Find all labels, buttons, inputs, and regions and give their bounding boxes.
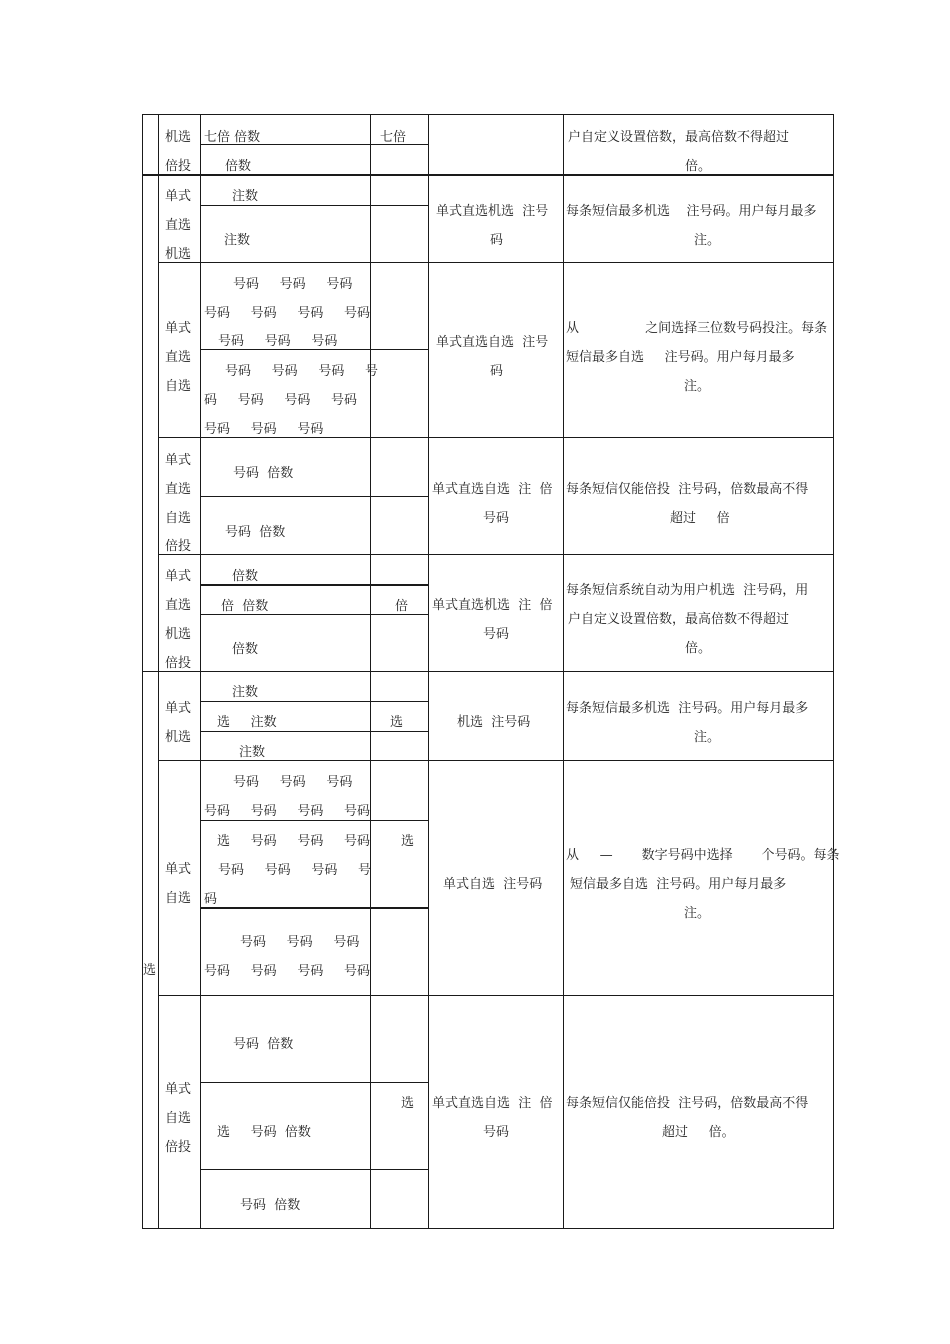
category-label: 直选 [165, 482, 192, 497]
description-line: 每条短信系统自动为用户机选 注号码，用 [566, 583, 809, 598]
sub-divider [200, 1169, 429, 1170]
format-line: 号码 倍数 [225, 525, 286, 540]
sms-command-line: 单式自选 注号码 [443, 877, 543, 892]
format-prefix: 七倍 [380, 130, 407, 145]
format-line: 号码 号码 号码 号码 [204, 964, 370, 979]
format-line: 号码 号码 号码 号 [218, 863, 371, 878]
category-label: 倍投 [165, 159, 192, 174]
format-line: 注数 [232, 189, 259, 204]
description-line: 短信最多自选 注号码。用户每月最多 [566, 350, 795, 365]
format-line: 号码 号码 号码 [233, 775, 353, 790]
format-line: 号码 倍数 [240, 1198, 301, 1213]
format-line: 号码 号码 号码 [240, 935, 360, 950]
category-label: 倍投 [165, 656, 192, 671]
description-line: 注。 [694, 730, 721, 745]
format-line: 倍 倍数 [221, 599, 269, 614]
category-label: 机选 [165, 130, 192, 145]
row-divider [158, 554, 834, 555]
category-label: 直选 [165, 598, 192, 613]
description-line: 户自定义设置倍数，最高倍数不得超过 [568, 130, 790, 145]
sms-command-line: 单式直选自选 注号 [436, 335, 549, 350]
sms-command-line: 号码 [483, 511, 510, 526]
sms-command-line: 码 [490, 364, 504, 379]
format-line: 倍数 [225, 159, 252, 174]
format-line: 号码 号码 号码 号 [225, 364, 378, 379]
sms-command-line: 码 [490, 233, 504, 248]
sub-divider [200, 907, 429, 909]
format-line: 注数 [239, 745, 266, 760]
description-line: 从 — 数字号码中选择 个号码。每条 [566, 848, 840, 863]
category-label: 单式 [165, 453, 192, 468]
format-line: 注数 [232, 685, 259, 700]
format-line: 倍数 [232, 569, 259, 584]
format-line: 号码 倍数 [233, 466, 294, 481]
format-line: 七倍 倍数 [204, 130, 261, 145]
sms-command-line: 号码 [483, 627, 510, 642]
description-line: 每条短信最多机选 注号码。用户每月最多 [566, 204, 817, 219]
format-line: 选 注数 [217, 715, 277, 730]
table-border-top [142, 114, 834, 115]
side-group-label: 选 [143, 963, 157, 978]
description-line: 倍。 [685, 159, 712, 174]
description-line: 超过 倍。 [662, 1125, 735, 1140]
category-label: 单式 [165, 189, 192, 204]
format-prefix: 选 [401, 834, 415, 849]
format-line: 号码 号码 号码 [204, 422, 324, 437]
category-label: 自选 [165, 379, 192, 394]
description-line: 短信最多自选 注号码。用户每月最多 [570, 877, 787, 892]
format-line: 号码 号码 号码 号码 [204, 804, 370, 819]
row-divider [158, 995, 834, 996]
table-border-bottom [142, 1228, 834, 1229]
category-label: 倍投 [165, 539, 192, 554]
format-line: 号码 号码 号码 号码 [204, 306, 370, 321]
category-label: 单式 [165, 1082, 192, 1097]
description-line: 每条短信仅能倍投 注号码，倍数最高不得 [566, 1096, 809, 1111]
description-line: 倍。 [685, 641, 712, 656]
category-label: 自选 [165, 511, 192, 526]
format-line: 码 号码 号码 号码 [204, 393, 357, 408]
format-line: 倍数 [232, 642, 259, 657]
category-label: 自选 [165, 1111, 192, 1126]
sms-command-line: 单式直选自选 注 倍 [432, 1096, 553, 1111]
sms-command-line: 单式直选自选 注 倍 [432, 482, 553, 497]
sms-command-line: 单式直选机选 注 倍 [432, 598, 553, 613]
format-line: 号码 号码 号码 [233, 277, 353, 292]
format-line: 码 [204, 892, 218, 907]
category-label: 自选 [165, 891, 192, 906]
row-divider [158, 262, 834, 263]
sms-command-line: 机选 注号码 [457, 715, 531, 730]
category-label: 单式 [165, 701, 192, 716]
category-label: 机选 [165, 247, 192, 262]
description-line: 每条短信最多机选 注号码。用户每月最多 [566, 701, 809, 716]
sms-command-line: 号码 [483, 1125, 510, 1140]
sms-command-line: 单式直选机选 注号 [436, 204, 549, 219]
format-prefix: 选 [401, 1096, 415, 1111]
format-prefix: 倍 [395, 599, 409, 614]
description-line: 超过 倍 [670, 511, 730, 526]
format-line: 注数 [224, 233, 251, 248]
category-label: 直选 [165, 350, 192, 365]
description-line: 注。 [684, 379, 711, 394]
description-line: 注。 [694, 233, 721, 248]
sub-divider [200, 496, 429, 497]
format-line: 号码 倍数 [233, 1037, 294, 1052]
category-label: 机选 [165, 730, 192, 745]
format-line: 选 号码 倍数 [217, 1125, 311, 1140]
format-line: 号码 号码 号码 [218, 334, 338, 349]
category-label: 倍投 [165, 1140, 192, 1155]
description-line: 户自定义设置倍数，最高倍数不得超过 [568, 612, 790, 627]
row-divider [142, 671, 834, 672]
format-line: 选 号码 号码 号码 [217, 834, 370, 849]
category-label: 单式 [165, 321, 192, 336]
description-line: 从 之间选择三位数号码投注。每条 [566, 321, 828, 336]
category-label: 直选 [165, 218, 192, 233]
category-label: 单式 [165, 569, 192, 584]
description-line: 注。 [684, 906, 711, 921]
format-prefix: 选 [390, 715, 404, 730]
description-line: 每条短信仅能倍投 注号码，倍数最高不得 [566, 482, 809, 497]
category-label: 单式 [165, 862, 192, 877]
sub-divider [200, 1082, 429, 1083]
category-label: 机选 [165, 627, 192, 642]
